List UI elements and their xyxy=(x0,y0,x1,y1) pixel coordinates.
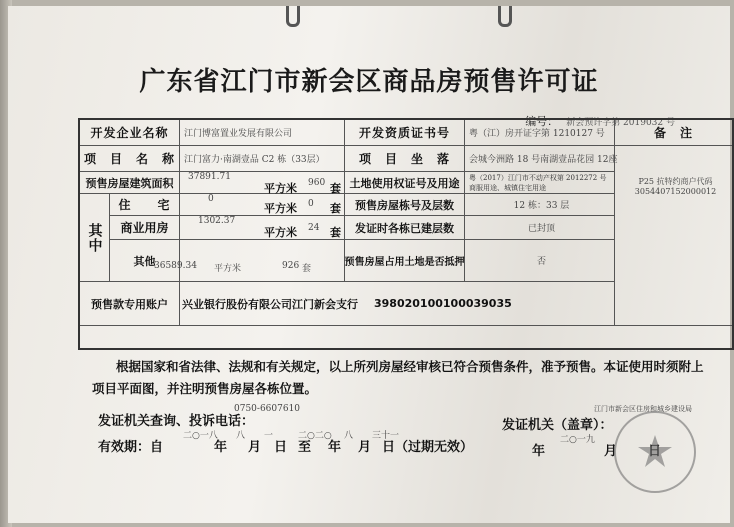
binder-clip-left xyxy=(286,6,300,27)
commercial-area-unit: 平方米 xyxy=(264,226,297,239)
notes-value: P25 抗特约商户代码 3054407152000012 xyxy=(615,146,732,326)
built-floors-value: 已封顶 xyxy=(465,216,615,240)
mortgage-value: 否 xyxy=(465,240,615,282)
built-floors-label: 发证时各栋已建层数 xyxy=(345,216,465,240)
account-value-cell xyxy=(180,282,615,326)
end-year-char: 年 xyxy=(328,440,342,455)
project-name-value: 江门富力·南湖壹品 C2 栋（33层） xyxy=(180,146,345,172)
presale-area-value: 37891.71 xyxy=(188,172,231,182)
account-number: 398020100100039035 xyxy=(374,297,512,310)
notes-label: 备 注 xyxy=(615,120,732,146)
inquiry-label: 发证机关查询、投诉电话： xyxy=(98,414,255,429)
location-value: 会城今洲路 18 号南湖壹品花园 12座 xyxy=(465,146,615,172)
notes-bottom-cell xyxy=(615,282,732,326)
location-label: 项 目 坐 落 xyxy=(345,146,465,172)
issuer-label: 发证机关（盖章）： xyxy=(502,418,613,433)
land-cert-label: 土地使用权证号及用途 xyxy=(345,172,465,194)
end-month-char: 月 xyxy=(358,440,372,455)
validity-label: 有效期：自 xyxy=(98,440,164,455)
commercial-label: 商业用房 xyxy=(110,216,180,240)
serial-value: 新会预许字第 2019032 号 xyxy=(566,118,675,128)
other-label: 其他 xyxy=(110,240,180,282)
residential-count-value: 0 xyxy=(308,199,314,209)
binder-clip-right xyxy=(498,6,512,27)
issue-year-char: 年 xyxy=(532,444,546,459)
residential-area-value: 0 xyxy=(208,194,214,204)
issue-month-char: 月 xyxy=(604,444,618,459)
start-year-char: 年 xyxy=(214,440,228,455)
group-label-among: 其中 xyxy=(80,194,110,282)
presale-area-unit: 平方米 xyxy=(264,182,297,195)
official-seal xyxy=(614,411,696,493)
start-month-char: 月 xyxy=(248,440,262,455)
developer-label: 开发企业名称 xyxy=(80,120,180,146)
qualification-value: 粤（江）房开证字第 1210127 号 xyxy=(465,120,615,146)
void-note: 日（过期无效） xyxy=(382,440,474,455)
until-char: 至 xyxy=(298,440,312,455)
mortgage-label: 预售房屋占用土地是否抵押 xyxy=(345,240,465,282)
approval-paragraph: 根据国家和省法律、法规和有关规定，以上所列房屋经审核已符合预售条件，准予预售。本证使用时须附上项目平面图，并注明预售房屋各栋位置。 xyxy=(92,359,704,396)
other-count-value: 926 xyxy=(282,261,300,271)
residential-cell xyxy=(180,194,345,216)
issue-date-hand: 二○一九 xyxy=(560,435,595,445)
inquiry-phone: 0750-6607610 xyxy=(234,404,301,414)
building-floors-value: 12 栋：33 层 xyxy=(465,194,615,216)
serial-label: 编号： xyxy=(525,115,559,128)
end-month-hand: 八 xyxy=(344,431,354,441)
commercial-count-value: 24 xyxy=(308,223,320,233)
other-count-unit: 套 xyxy=(302,264,312,274)
commercial-cell xyxy=(180,216,345,240)
land-cert-value: 粤（2017）江门市不动产权第 2012272 号 商服用途、城镇住宅用途 xyxy=(465,172,615,194)
qualification-label: 开发资质证书号 xyxy=(345,120,465,146)
commercial-area-value: 1302.37 xyxy=(198,216,236,226)
document-title: 广东省江门市新会区商品房预售许可证 xyxy=(139,67,599,97)
presale-count-unit: 套 xyxy=(330,182,341,195)
residential-area-unit: 平方米 xyxy=(264,202,297,215)
other-area-unit: 平方米 xyxy=(214,264,242,274)
residential-label: 住 宅 xyxy=(110,194,180,216)
start-month-hand: 八 xyxy=(236,431,246,441)
permit-table xyxy=(78,118,734,350)
start-year-hand: 二○一八 xyxy=(183,431,218,441)
presale-area-cell xyxy=(180,172,345,194)
start-day-char: 日 xyxy=(274,440,288,455)
other-cell xyxy=(154,240,345,282)
presale-count-value: 960 xyxy=(308,178,326,188)
residential-count-unit: 套 xyxy=(330,202,341,215)
project-name-label: 项 目 名 称 xyxy=(80,146,180,172)
account-bank: 兴业银行股份有限公司江门新会支行 xyxy=(182,297,358,311)
end-year-hand: 二○二○ xyxy=(298,431,332,441)
seal-text: 江门市新会区住房和城乡建设局 xyxy=(594,405,692,413)
commercial-count-unit: 套 xyxy=(330,226,341,239)
other-area-value: 36589.34 xyxy=(154,261,197,271)
seal-star-icon xyxy=(616,413,694,491)
account-label: 预售款专用账户 xyxy=(80,282,180,326)
building-floors-label: 预售房屋栋号及层数 xyxy=(345,194,465,216)
presale-permit-document xyxy=(8,6,730,523)
developer-value: 江门博富置业发展有限公司 xyxy=(180,120,345,146)
end-day-hand: 三十一 xyxy=(372,431,400,441)
start-day-hand: 一 xyxy=(264,431,274,441)
presale-area-label: 预售房屋建筑面积 xyxy=(80,172,180,194)
